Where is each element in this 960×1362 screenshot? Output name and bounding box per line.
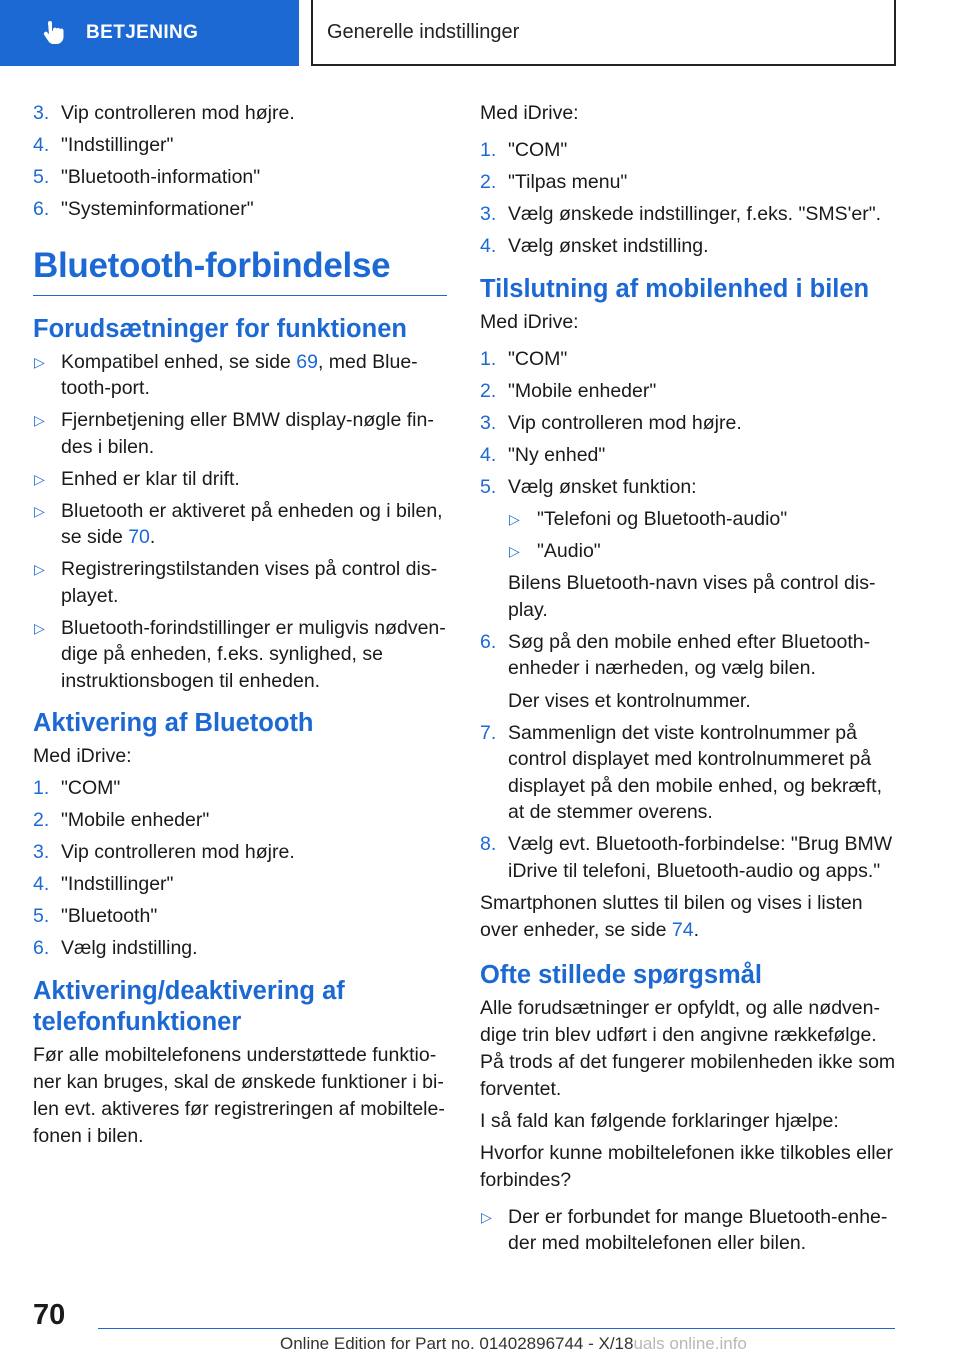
triangle-bullet-icon: ▷ <box>34 470 45 487</box>
step-number: 1. <box>480 139 497 161</box>
step-number: 4. <box>33 134 50 156</box>
list-item <box>33 132 447 159</box>
list-item <box>480 442 900 469</box>
chapter-tab-label: BETJENING <box>86 22 199 43</box>
step-text: Vip controlleren mod højre. <box>61 841 295 863</box>
page-link[interactable]: 70 <box>128 526 150 548</box>
faq-heading: Ofte stillede spørgsmål <box>480 960 762 989</box>
connect-result-text <box>480 890 900 944</box>
step-number: 4. <box>480 443 497 466</box>
step-number: 5. <box>480 475 497 498</box>
step-text: Vælg evt. Bluetooth-forbindelse: "Brug BMW iDrive til telefoni, Bluetooth-audio og apps." <box>508 833 893 882</box>
step-number: 2. <box>480 171 497 193</box>
triangle-bullet-icon: ▷ <box>34 353 45 370</box>
list-item <box>480 410 900 437</box>
list-item <box>480 346 900 373</box>
page-number: 70 <box>33 1299 66 1331</box>
list-item <box>33 615 447 695</box>
right-column <box>480 100 900 1262</box>
list-item <box>33 407 447 460</box>
step-number: 7. <box>480 721 497 744</box>
list-item <box>508 538 900 565</box>
list-item <box>480 474 900 624</box>
activation-step-list <box>33 775 447 962</box>
step-number: 1. <box>480 347 497 370</box>
step-text: "Mobile enheder" <box>61 809 210 831</box>
list-item <box>33 903 447 930</box>
chapter-heading: Bluetooth-forbindelse <box>33 245 447 296</box>
step-text: "Bluetooth-information" <box>61 166 261 188</box>
menu-step-list <box>480 137 900 260</box>
step-number: 2. <box>480 379 497 402</box>
list-item <box>33 556 447 609</box>
list-item <box>480 1204 900 1257</box>
bullet-text: Bluetooth-forindstillinger er muligvis nødvendige på enheden, f.eks. synlighed, se instruktionsbogen til enheden. <box>61 616 446 692</box>
page-header <box>0 0 960 66</box>
left-column <box>33 100 447 1155</box>
footer-divider <box>98 1328 895 1329</box>
list-item <box>33 196 447 223</box>
step-number: 6. <box>480 630 497 653</box>
watermark-text: uals online.info <box>633 1334 747 1353</box>
step-text: Vælg ønsket funktion: <box>508 475 697 498</box>
list-item <box>480 720 900 826</box>
connect-heading: Tilslutning af mobilenhed i bilen <box>480 274 870 303</box>
bullet-text: "Telefoni og Bluetooth-audio" <box>537 508 788 530</box>
list-item <box>33 839 447 866</box>
faq-answer-list <box>480 1204 900 1257</box>
list-item <box>33 466 447 493</box>
list-item <box>480 169 900 196</box>
list-item <box>480 137 900 164</box>
page-link[interactable]: 69 <box>296 350 318 373</box>
step-number: 3. <box>33 102 50 124</box>
step-text: Vælg indstilling. <box>61 937 198 959</box>
step-text: "COM" <box>61 777 121 799</box>
step-number: 3. <box>480 411 497 434</box>
triangle-bullet-icon: ▷ <box>481 1208 492 1225</box>
step-text: Sammenlign det viste kontrolnummer på control displayet med kontrolnummeret på displayet på den mobile enhed, og bekræft, at de stemmer overens. <box>508 721 882 823</box>
step-text: Vælg ønskede indstillinger, f.eks. "SMS'er". <box>508 203 882 225</box>
step-number: 2. <box>33 809 50 831</box>
section-title: Generelle indstillinger <box>311 0 896 66</box>
list-item <box>33 100 447 127</box>
edition-text: Online Edition for Part no. 01402896744 - X/18 <box>280 1334 634 1353</box>
step-text: "COM" <box>508 347 568 370</box>
chapter-tab[interactable] <box>0 0 299 66</box>
step-number: 6. <box>33 937 50 959</box>
bullet-text: , med Bluetooth-port. <box>61 350 418 399</box>
footer-edition <box>280 1334 747 1354</box>
prerequisites-list <box>33 349 447 695</box>
list-item <box>33 871 447 898</box>
list-item <box>508 506 900 533</box>
step-number: 6. <box>33 198 50 220</box>
step-text: "Ny enhed" <box>508 443 606 466</box>
step-number: 5. <box>33 905 50 927</box>
triangle-bullet-icon: ▷ <box>34 502 45 519</box>
list-item <box>33 775 447 802</box>
step-number: 3. <box>480 203 497 225</box>
step-text: Vip controlleren mod højre. <box>61 102 295 124</box>
step-number: 3. <box>33 841 50 863</box>
bullet-text: Fjernbetjening eller BMW display-nøgle findes i bilen. <box>61 409 434 458</box>
step-text: "Tilpas menu" <box>508 171 628 193</box>
list-item <box>33 935 447 962</box>
bullet-text: Registreringstilstanden vises på control displayet. <box>61 558 438 607</box>
connect-intro: Med iDrive: <box>480 310 579 333</box>
bullet-text: "Audio" <box>537 540 601 562</box>
list-item <box>33 164 447 191</box>
bullet-text: Kompatibel enhed, se side <box>61 350 297 373</box>
step-text: "COM" <box>508 139 568 161</box>
triangle-bullet-icon: ▷ <box>34 561 45 577</box>
list-item <box>480 201 900 228</box>
paragraph-text: . <box>693 918 700 941</box>
step-text: "Bluetooth" <box>61 905 158 927</box>
bullet-text: Der er forbundet for mange Bluetooth-enheder med mobiltelefonen eller bilen. <box>508 1205 888 1254</box>
step-note: Bilens Bluetooth-navn vises på control display. <box>508 572 876 621</box>
step-text: "Indstillinger" <box>61 873 174 895</box>
list-item <box>480 233 900 260</box>
step-text: Søg på den mobile enhed efter Bluetooth-enheder i nærheden, og vælg bilen. <box>508 630 871 679</box>
step-number: 8. <box>480 833 497 855</box>
activation-intro: Med iDrive: <box>33 745 132 767</box>
faq-paragraph: Alle forudsætninger er opfyldt, og alle nødvendige trin blev udført i den angivne rækkefølge. På trods af det fungerer mobilenheden ikke som forventet. <box>480 996 896 1100</box>
step-text: "Indstillinger" <box>61 134 174 156</box>
prerequisites-heading: Forudsætninger for funktionen <box>33 314 407 343</box>
triangle-bullet-icon: ▷ <box>509 511 520 527</box>
triangle-bullet-icon: ▷ <box>509 543 520 559</box>
paragraph-text: Smartphonen sluttes til bilen og vises i listen over enheder, se side <box>480 891 863 941</box>
list-item <box>480 629 900 715</box>
triangle-bullet-icon: ▷ <box>34 619 45 636</box>
step-number: 5. <box>33 166 50 188</box>
step-text: "Systeminformationer" <box>61 198 254 220</box>
list-item <box>480 831 900 884</box>
step-number: 4. <box>480 235 497 257</box>
bullet-text: . <box>149 526 156 548</box>
list-item <box>33 807 447 834</box>
phone-functions-text: Før alle mobiltelefonens understøttede funktioner kan bruges, skal de ønskede funktioner i bilen evt. aktiveres før registreringen af mobiltelefonen i bilen. <box>33 1043 445 1147</box>
intro-step-list <box>33 100 447 223</box>
menu-intro: Med iDrive: <box>480 102 579 124</box>
list-item <box>33 498 447 551</box>
step-number: 4. <box>33 873 50 895</box>
function-sub-list <box>508 506 900 565</box>
step-text: Vælg ønsket indstilling. <box>508 235 709 257</box>
triangle-bullet-icon: ▷ <box>34 412 45 428</box>
list-item <box>33 349 447 402</box>
step-text: Vip controlleren mod højre. <box>508 411 742 434</box>
phone-functions-heading: Aktivering/deaktivering af telefonfunktioner <box>33 976 345 1036</box>
step-text: "Mobile enheder" <box>508 379 657 402</box>
faq-question: Hvorfor kunne mobiltelefonen ikke tilkobles eller forbindes? <box>480 1141 893 1191</box>
bullet-text: Enhed er klar til drift. <box>61 467 240 490</box>
faq-paragraph: I så fald kan følgende forklaringer hjælpe: <box>480 1109 839 1132</box>
bullet-text: Bluetooth er aktiveret på enheden og i bilen, se side <box>61 499 443 548</box>
page-link[interactable]: 74 <box>671 918 694 941</box>
step-number: 1. <box>33 777 50 799</box>
list-item <box>480 378 900 405</box>
connect-step-list <box>480 346 900 885</box>
activation-heading: Aktivering af Bluetooth <box>33 709 314 737</box>
hand-pointer-icon <box>40 20 66 46</box>
step-note: Der vises et kontrolnummer. <box>508 689 751 712</box>
